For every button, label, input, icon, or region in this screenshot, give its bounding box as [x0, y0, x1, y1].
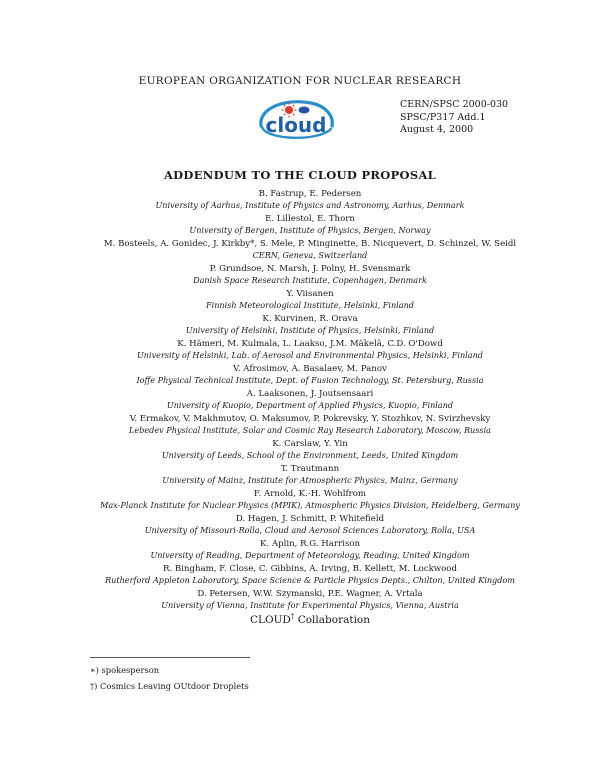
footnote-divider	[90, 657, 250, 658]
author-group	[60, 214, 560, 236]
author-group	[60, 339, 560, 361]
author-institution: Max-Planck Institute for Nuclear Physics (MPIK), Atmospheric Physics Division, Heidelberg, Germany	[100, 500, 520, 510]
author-group	[60, 464, 560, 486]
logo-text: cloud	[265, 113, 327, 137]
author-names: V. Afrosimov, A. Basalaev, M. Panov	[233, 364, 387, 374]
author-names: K. Aplin, R.G. Harrison	[259, 539, 360, 549]
author-group	[60, 189, 560, 211]
author-group	[60, 364, 560, 386]
author-institution: Finnish Meteorological Institute, Helsinki, Finland	[206, 300, 414, 310]
author-names: M. Bosteels, A. Gonidec, J. Kirkby*, S. Mele, P. Minginette, B. Nicquevert, D. Schinzel, W. Seidl	[103, 239, 517, 249]
footnote-spokesperson: ∗) spokesperson	[90, 665, 160, 675]
author-institution: University of Helsinki, Institute of Physics, Helsinki, Finland	[185, 325, 435, 335]
cloud-logo	[256, 96, 336, 146]
document-title: ADDENDUM TO THE CLOUD PROPOSAL	[163, 168, 437, 182]
author-group	[60, 439, 560, 461]
author-institution: Rutherford Appleton Laboratory, Space Science & Particle Physics Depts., Chilton, United Kingdom	[105, 575, 515, 585]
author-names: F. Arnold, K.-H. Wohlfrom	[253, 489, 367, 499]
document-number: CERN/SPSC 2000-030	[400, 99, 509, 110]
collaboration-label: CLOUD	[249, 614, 291, 626]
footnote-cloud-acronym: †) Cosmics Leaving OUtdoor Droplets	[90, 681, 249, 691]
collaboration-name	[60, 614, 560, 627]
author-institution: University of Leeds, School of the Environment, Leeds, United Kingdom	[161, 450, 459, 460]
author-names: R. Bingham, F. Close, C. Gibbins, A. Irving, B. Kellett, M. Lockwood	[162, 564, 457, 574]
author-names: V. Ermakov, V. Makhmutov, O. Maksumov, P. Pokrevsky, Y. Stozhkov, N. Svirzhevsky	[129, 414, 491, 424]
author-names: D. Hagen, J. Schmitt, P. Whitefield	[235, 514, 385, 524]
organization-header: EUROPEAN ORGANIZATION FOR NUCLEAR RESEARCH	[138, 75, 462, 87]
footnotes	[90, 662, 249, 694]
author-names: Y. Viisanen	[286, 289, 334, 299]
collaboration-suffix: Collaboration	[294, 614, 371, 626]
author-names: T. Trautmann	[280, 464, 340, 474]
author-institution: Danish Space Research Institute, Copenhagen, Denmark	[193, 275, 427, 285]
document-reference-block	[400, 99, 508, 137]
author-group	[60, 389, 560, 411]
author-names: K. Hämeri, M. Kulmala, L. Laakso, J.M. Mäkelä, C.D. O'Dowd	[177, 339, 443, 349]
author-names: E. Lillestol, E. Thorn	[265, 214, 355, 224]
author-institution: Lebedev Physical Institute, Solar and Cosmic Ray Research Laboratory, Moscow, Russia	[129, 425, 491, 435]
author-names: B. Fastrup, E. Pedersen	[258, 189, 362, 199]
collaboration-footnote-mark: †	[290, 612, 295, 621]
document-ref: SPSC/P317 Add.1	[400, 111, 486, 123]
author-institution: University of Vienna, Institute for Experimental Physics, Vienna, Austria	[161, 600, 459, 610]
author-names: A. Laaksonen, J. Joutsensaari	[246, 389, 374, 399]
author-names: K. Carslaw, Y. Yin	[272, 439, 348, 449]
author-group	[60, 314, 560, 336]
author-institution: University of Missouri-Rolla, Cloud and Aerosol Sciences Laboratory, Rolla, USA	[144, 525, 476, 535]
author-institution: University of Kuopio, Department of Applied Physics, Kuopio, Finland	[166, 400, 454, 410]
author-group	[60, 564, 560, 586]
author-institution: CERN, Geneva, Switzerland	[252, 250, 368, 260]
author-group	[60, 239, 560, 261]
author-institution: Ioffe Physical Technical Institute, Dept. of Fusion Technology, St. Petersburg, Russia	[136, 375, 484, 385]
author-group	[60, 489, 560, 511]
author-group	[60, 539, 560, 561]
author-institution: University of Aarhus, Institute of Physics and Astronomy, Aarhus, Denmark	[155, 200, 465, 210]
author-group	[60, 414, 560, 436]
author-institution: University of Helsinki, Lab. of Aerosol and Environmental Physics, Helsinki, Finland	[136, 350, 483, 360]
author-group	[60, 514, 560, 536]
author-names: P. Grundsoe, N. Marsh, J. Polny, H. Svensmark	[209, 264, 411, 274]
author-institution: University of Mainz, Institute for Atmospheric Physics, Mainz, Germany	[162, 475, 458, 485]
author-list	[60, 189, 560, 627]
author-group	[60, 289, 560, 311]
author-institution: University of Reading, Department of Meteorology, Reading, United Kingdom	[150, 550, 470, 560]
author-names: D. Petersen, W.W. Szymanski, P.E. Wagner, A. Vrtala	[197, 589, 423, 599]
author-group	[60, 264, 560, 286]
document-date: August 4, 2000	[400, 124, 474, 135]
author-names: K. Kurvinen, R. Orava	[262, 314, 358, 324]
author-institution: University of Bergen, Institute of Physics, Bergen, Norway	[189, 225, 431, 235]
author-group	[60, 589, 560, 611]
